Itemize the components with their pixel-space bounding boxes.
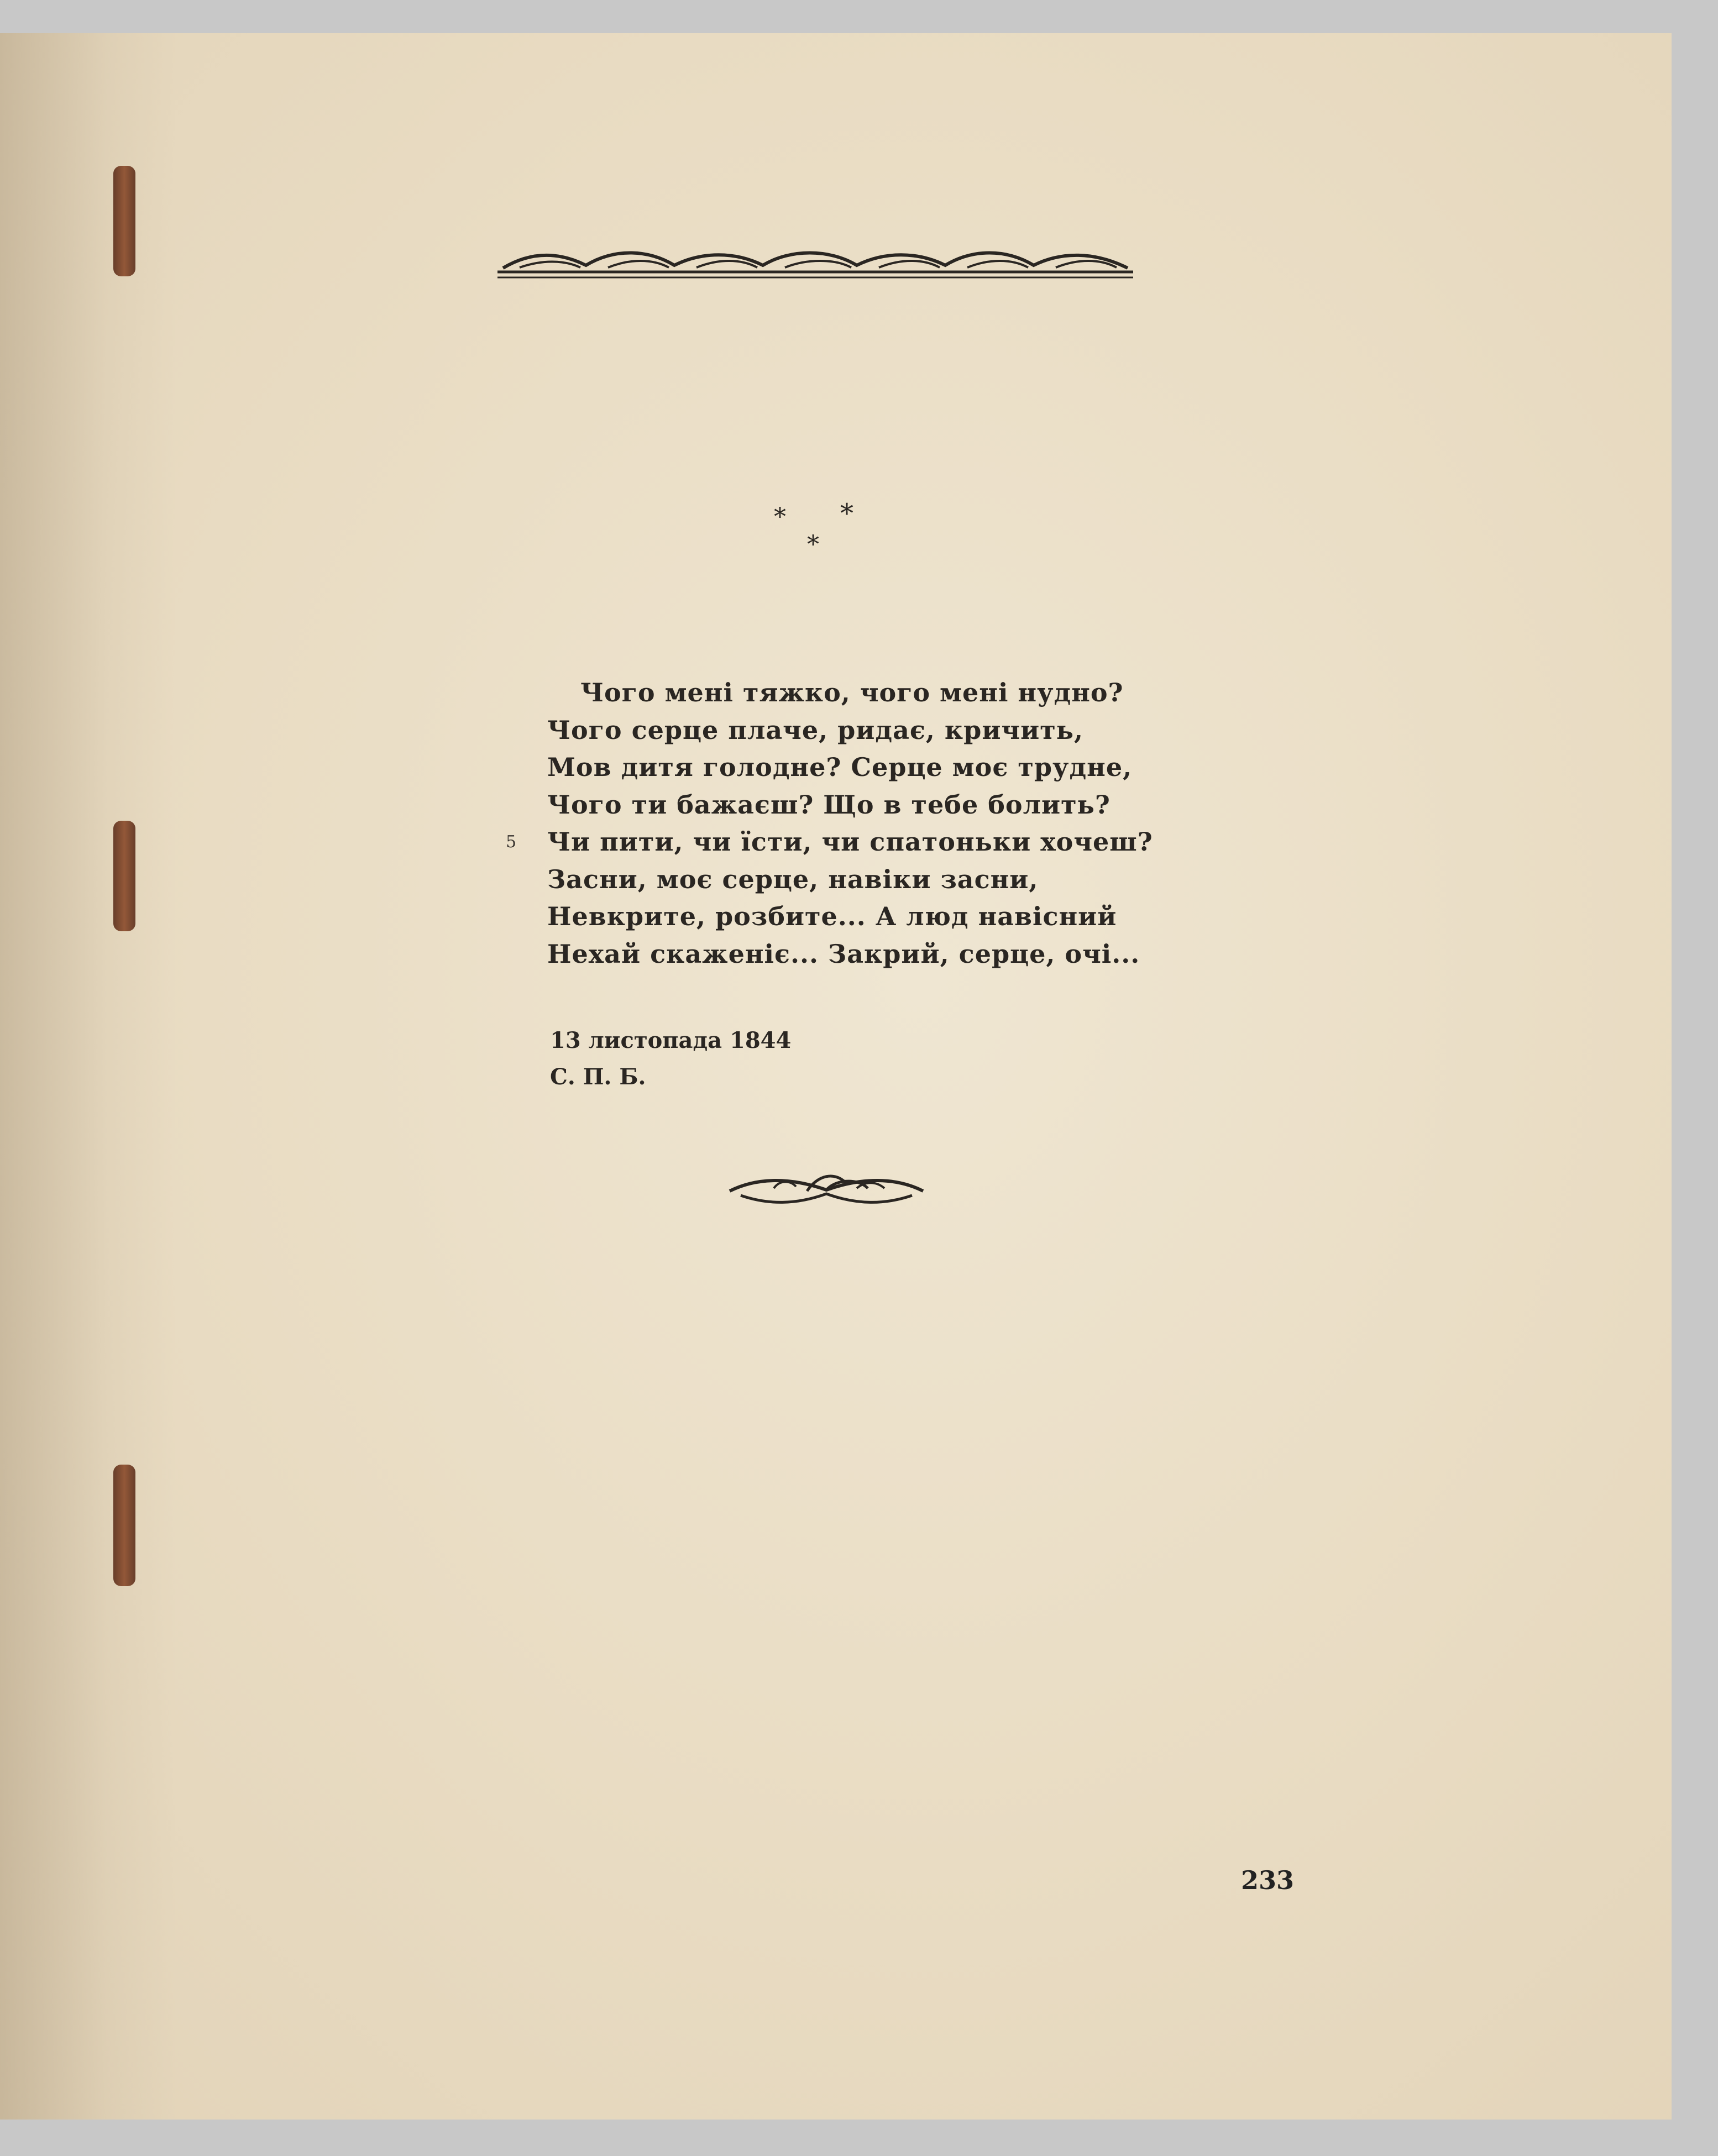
asterism-icon	[768, 497, 868, 564]
poem-line-text: Чи пити, чи їсти, чи спатоньки хочеш?	[547, 827, 1153, 857]
poem-line: Чого серце плаче, ридає, кричить,	[547, 715, 1083, 745]
poem-line	[506, 823, 1153, 861]
book-page	[0, 33, 1672, 2120]
svg-text:*: *	[840, 498, 853, 529]
poem-place: С. П. Б.	[550, 1064, 646, 1090]
poem-line: Засни, моє серце, навіки засни,	[547, 864, 1039, 894]
poem-text	[506, 674, 1153, 973]
poem-date: 13 листопада 1844	[550, 1027, 792, 1053]
page-number: 233	[1241, 1865, 1295, 1895]
bottom-ornament-icon	[724, 1163, 929, 1213]
top-ornament-icon	[497, 243, 1133, 282]
binding-thread	[113, 821, 135, 931]
dateline	[550, 1022, 791, 1095]
line-number: 5	[506, 832, 517, 852]
binding-thread	[113, 1465, 135, 1586]
svg-text:*: *	[807, 531, 819, 559]
poem-line: Чого мені тяжко, чого мені нудно?	[580, 678, 1124, 707]
svg-text:*: *	[774, 503, 786, 531]
binding-thread	[113, 166, 135, 276]
poem-line: Чого ти бажаєш? Що в тебе болить?	[547, 789, 1111, 820]
poem-line: Нехай скаженіє... Закрий, серце, очі...	[547, 938, 1140, 969]
poem-line: Невкрите, розбите... А люд навісний	[547, 901, 1117, 931]
poem-line: Мов дитя голодне? Серце моє трудне,	[547, 752, 1133, 782]
